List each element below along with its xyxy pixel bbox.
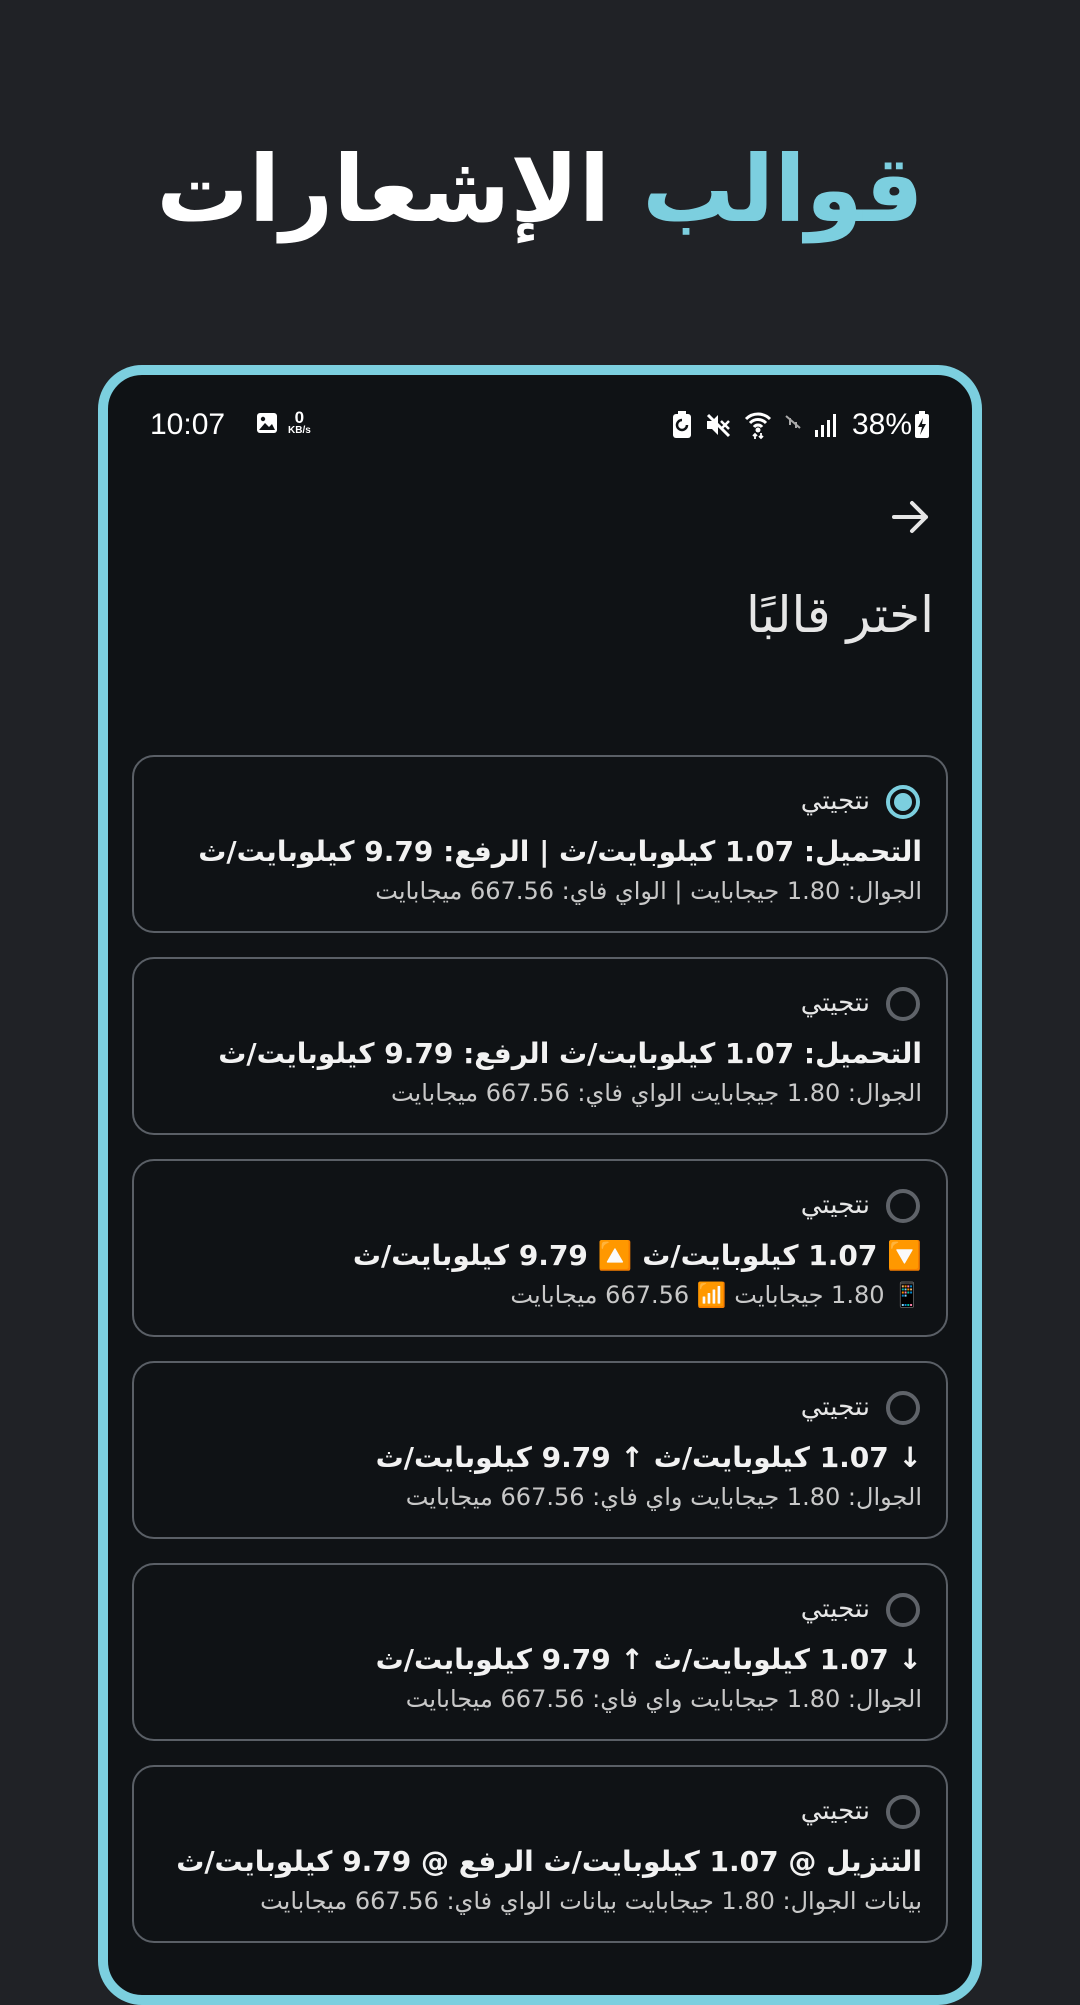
battery-saver-icon	[672, 411, 692, 439]
promo-title-accent: قوالب	[642, 136, 924, 243]
template-name: نتجيتي	[800, 988, 870, 1018]
radio-button[interactable]	[886, 1189, 920, 1223]
status-bar	[108, 375, 972, 455]
template-preview-line2: بيانات الجوال: 1.80 جيجابايت بيانات الواي فاي: 667.56 ميجابايت	[260, 1887, 922, 1915]
template-preview-line1: التحميل: 1.07 كيلوبايت/ث | الرفع: 9.79 كيلوبايت/ث	[198, 835, 922, 868]
template-option[interactable]	[132, 1159, 948, 1337]
template-option[interactable]	[132, 1563, 948, 1741]
template-preview-line2: الجوال: 1.80 جيجابايت | الواي فاي: 667.56 ميجابايت	[375, 877, 922, 905]
template-preview-line2: الجوال: 1.80 جيجابايت الواي فاي: 667.56 ميجابايت	[390, 1079, 922, 1107]
template-name: نتجيتي	[800, 1796, 870, 1826]
radio-button[interactable]	[886, 987, 920, 1021]
back-arrow-icon[interactable]	[886, 493, 934, 541]
template-preview-line2: الجوال: 1.80 جيجابايت واي فاي: 667.56 ميجابايت	[405, 1483, 922, 1511]
template-preview-line1: 🔽 1.07 كيلوبايت/ث 🔼 9.79 كيلوبايت/ث	[352, 1239, 922, 1272]
speed-unit: KB/s	[288, 425, 311, 436]
status-time: 10:07	[150, 408, 226, 441]
template-name: نتجيتي	[800, 786, 870, 816]
template-name: نتجيتي	[800, 1190, 870, 1220]
radio-button[interactable]	[886, 1391, 920, 1425]
mobile-data-off-icon	[784, 412, 802, 438]
phone-frame	[98, 365, 982, 2005]
promo-title	[0, 130, 1080, 250]
battery-percentage: 38%	[851, 408, 912, 441]
template-name: نتجيتي	[800, 1594, 870, 1624]
template-preview-line2: 📱 1.80 جيجابايت 📶 667.56 ميجابايت	[510, 1281, 922, 1309]
signal-icon	[814, 412, 840, 438]
speed-value: 0	[294, 408, 305, 427]
network-speed-indicator	[288, 409, 311, 436]
template-name: نتجيتي	[800, 1392, 870, 1422]
wifi-icon	[744, 410, 772, 440]
radio-button[interactable]	[886, 1593, 920, 1627]
mute-icon	[704, 411, 732, 439]
template-list	[132, 755, 948, 1967]
template-option[interactable]	[132, 755, 948, 933]
template-option[interactable]	[132, 1765, 948, 1943]
template-preview-line1: ↓ 1.07 كيلوبايت/ث ↑ 9.79 كيلوبايت/ث	[375, 1643, 922, 1676]
promo-title-rest: الإشعارات	[156, 136, 643, 243]
template-option[interactable]	[132, 957, 948, 1135]
radio-button-selected[interactable]	[886, 785, 920, 819]
template-preview-line1: ↓ 1.07 كيلوبايت/ث ↑ 9.79 كيلوبايت/ث	[375, 1441, 922, 1474]
radio-button[interactable]	[886, 1795, 920, 1829]
template-preview-line2: الجوال: 1.80 جيجابايت واي فاي: 667.56 ميجابايت	[405, 1685, 922, 1713]
template-option[interactable]	[132, 1361, 948, 1539]
template-preview-line1: التحميل: 1.07 كيلوبايت/ث الرفع: 9.79 كيلوبايت/ث	[218, 1037, 922, 1070]
battery-charging-icon	[914, 411, 930, 439]
screen-title: اختر قالبًا	[745, 586, 934, 644]
image-icon	[256, 412, 278, 434]
template-preview-line1: التنزيل @ 1.07 كيلوبايت/ث الرفع @ 9.79 كيلوبايت/ث	[176, 1845, 922, 1878]
